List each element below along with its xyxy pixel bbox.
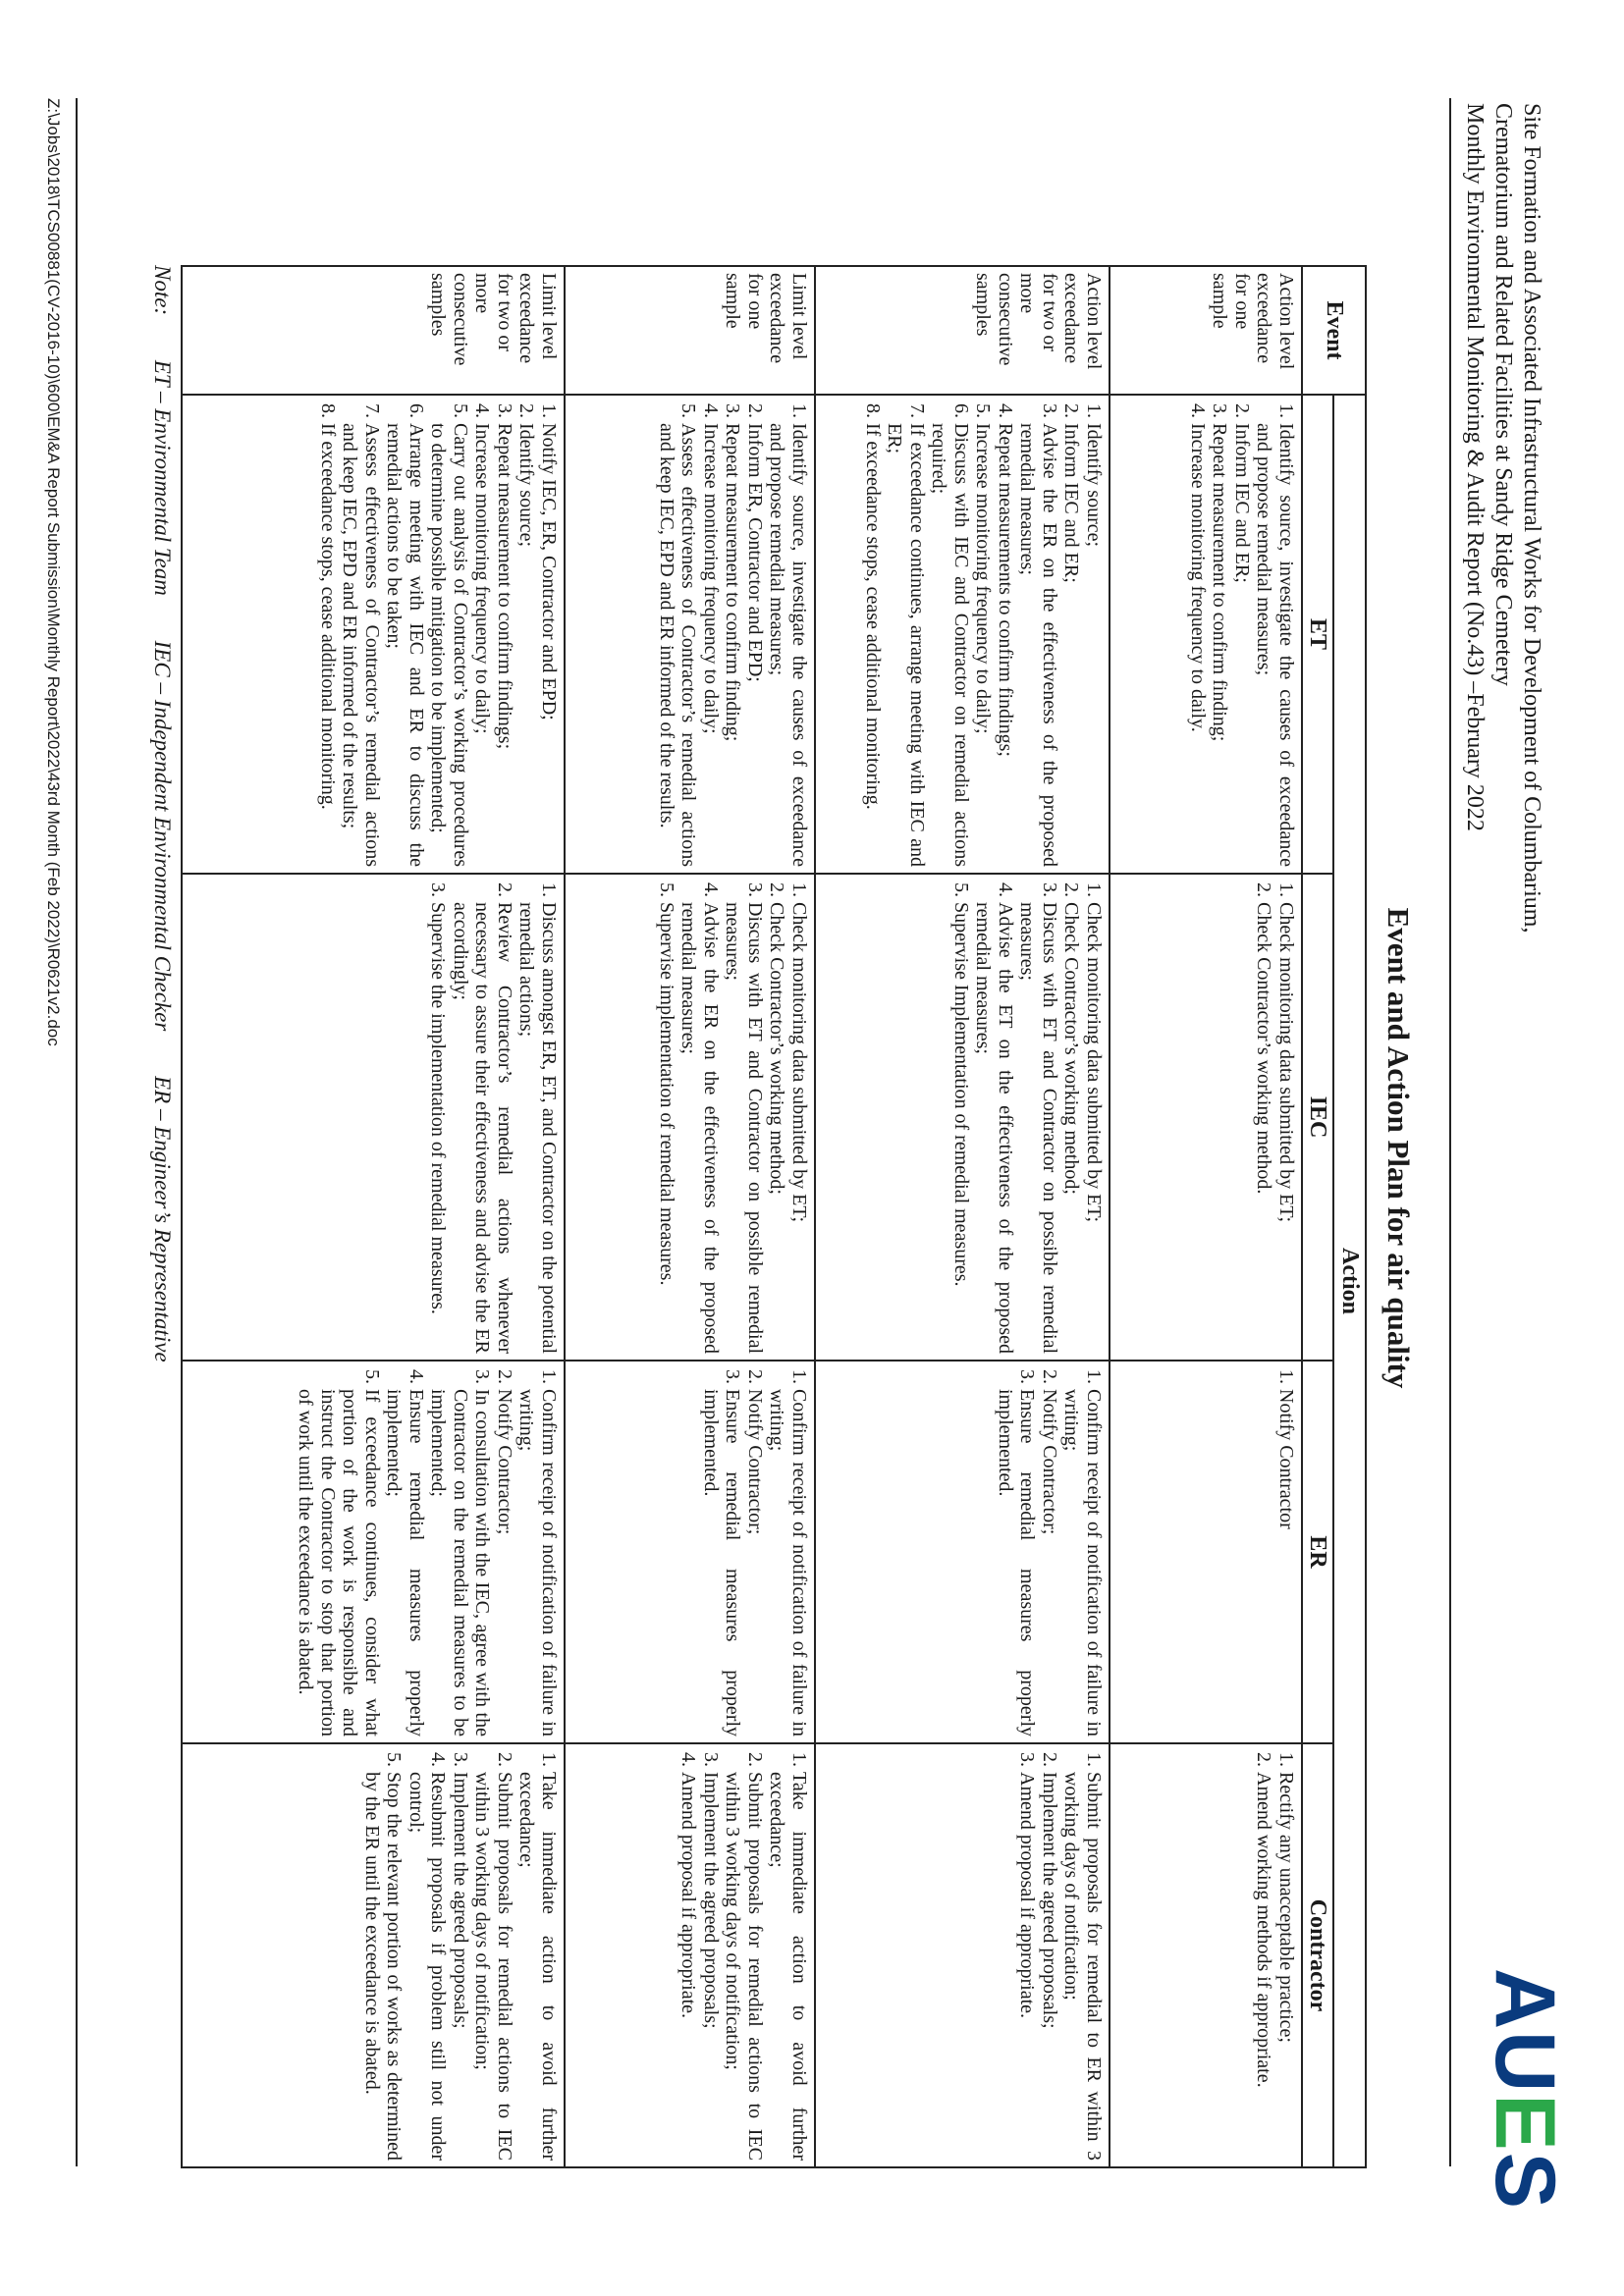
contractor-action-list: [677, 1750, 810, 2161]
logo-part-e: E: [1478, 2094, 1572, 2153]
action-item: 1. Identify source, investigate the causes of exceedance and propose remedial measures;: [766, 423, 810, 867]
action-item: 6. Arrange meeting with IEC and ER to discuss the remedial actions to be taken;: [383, 423, 427, 867]
action-item: 3. Implement the agreed proposals;: [700, 1772, 723, 2161]
header-line-3: Monthly Environmental Monitoring & Audit Report (No.43) –February 2022: [1462, 103, 1488, 831]
action-item: 5. Carry out analysis of Contractor’s working procedures to determine possible mitigation to be implemented;: [427, 423, 471, 867]
iec-cell: [815, 874, 1110, 1361]
header-contractor: Contractor: [1302, 1743, 1334, 2167]
action-item: 4. Advise the ER on the effectiveness of the proposed remedial measures;: [677, 902, 722, 1354]
action-item: 3. Supervise the implementation of remedial measures.: [427, 902, 450, 1354]
action-item: 5. Supervise Implementation of remedial measures.: [950, 902, 973, 1354]
action-item: 2. Inform IEC and ER;: [1060, 423, 1083, 867]
event-cell: Action level exceedance for two or more consecutive samples: [815, 266, 1110, 395]
action-item: 5. Supervise implementation of remedial measures.: [656, 902, 678, 1354]
action-item: 2. Implement the agreed proposals;: [1039, 1772, 1061, 2161]
aues-logo: [1478, 1968, 1572, 2211]
table-row: [182, 266, 565, 2167]
et-cell: [565, 395, 815, 874]
action-item: 1. Notify Contractor: [1275, 1389, 1298, 1736]
note-er: ER – Engineer’s Representative: [150, 1076, 175, 1362]
header-line-2: Crematorium and Related Facilities at Sandy Ridge Cemetery: [1490, 103, 1516, 686]
header-er: ER: [1302, 1361, 1334, 1743]
contractor-cell: [182, 1743, 565, 2167]
event-cell: Limit level exceedance for one sample: [565, 266, 815, 395]
action-item: 3. Implement the agreed proposals;: [450, 1772, 472, 2161]
action-item: 1. Take immediate action to avoid further exceedance;: [766, 1772, 810, 2161]
action-item: 5. Increase monitoring frequency to daily;: [972, 423, 995, 867]
et-action-list: [317, 401, 561, 867]
et-cell: [815, 395, 1110, 874]
page-title: Event and Action Plan for air quality: [1381, 907, 1416, 1389]
action-item: 4. Repeat measurements to confirm findings;: [995, 423, 1017, 867]
event-action-table: [181, 265, 1367, 2168]
action-item: 3. In consultation with the IEC, agree with the Contractor on the remedial measures to be implemented;: [427, 1389, 494, 1736]
iec-cell: [1110, 874, 1302, 1361]
action-item: 2. Notify Contractor;: [1039, 1389, 1061, 1736]
action-item: 5. Assess effectiveness of Contractor’s remedial actions and keep IEC, EPD and ER informed of the results.: [656, 423, 700, 867]
action-item: 5. If exceedance continues, consider what portion of the work is responsible and instruct the Contractor to stop that portion of work until the exceedance is abated.: [295, 1389, 383, 1736]
action-item: 8. If exceedance stops, cease additional monitoring.: [317, 423, 340, 867]
action-item: 1. Identify source, investigate the causes of exceedance and propose remedial measures;: [1253, 423, 1297, 867]
action-item: 4. Amend proposal if appropriate.: [677, 1772, 700, 2161]
action-item: 2. Check Contractor’s working method.: [1253, 902, 1275, 1354]
iec-cell: [565, 874, 815, 1361]
iec-action-list: [427, 881, 560, 1354]
table-row: [1110, 266, 1302, 2167]
action-item: 2. Submit proposals for remedial actions to IEC within 3 working days of notification;: [722, 1772, 766, 2161]
action-item: 3. Amend proposal if appropriate.: [1016, 1772, 1039, 2161]
contractor-cell: [1110, 1743, 1302, 2167]
action-item: 4. Advise the ET on the effectiveness of the proposed remedial measures;: [972, 902, 1016, 1354]
note-et: ET – Environmental Team: [150, 359, 175, 596]
header-action: Action: [1334, 395, 1367, 2167]
action-item: 2. Identify source;: [515, 423, 538, 867]
action-item: 4. Increase monitoring frequency to daily;: [471, 423, 494, 867]
action-item: 1. Rectify any unacceptable practice;: [1275, 1772, 1298, 2161]
er-action-list: [295, 1367, 560, 1736]
header-event: Event: [1302, 266, 1366, 395]
action-item: 2. Notify Contractor;: [494, 1389, 516, 1736]
note-iec: IEC – Independent Environmental Checker: [150, 640, 175, 1032]
action-item: 6. Discuss with IEC and Contractor on remedial actions required;: [928, 423, 972, 867]
action-item: 2. Inform IEC and ER;: [1231, 423, 1254, 867]
et-action-list: [656, 401, 811, 867]
action-item: 2. Review Contractor’s remedial actions whenever necessary to assure their effectiveness and advise the ER accordingly;: [450, 902, 516, 1354]
footer-divider: [76, 98, 78, 2166]
table-row: [565, 266, 815, 2167]
table-row: [815, 266, 1110, 2167]
contractor-action-list: [1253, 1750, 1297, 2161]
action-item: 1. Confirm receipt of notification of failure in writing;: [515, 1389, 560, 1736]
action-item: 1. Discuss amongst ER, ET, and Contractor on the potential remedial actions;: [515, 902, 560, 1354]
et-cell: [1110, 395, 1302, 874]
action-item: 3. Ensure remedial measures properly implemented.: [995, 1389, 1039, 1736]
iec-cell: [182, 874, 565, 1361]
header-et: ET: [1302, 395, 1334, 874]
action-item: 1. Confirm receipt of notification of failure in writing;: [1060, 1389, 1105, 1736]
header-divider: [1449, 98, 1451, 2166]
action-item: 4. Increase monitoring frequency to daily;: [700, 423, 723, 867]
er-action-list: [1275, 1367, 1298, 1736]
contractor-action-list: [1016, 1750, 1105, 2161]
action-item: 2. Check Contractor’s working method;: [1060, 902, 1083, 1354]
et-action-list: [1187, 401, 1298, 867]
iec-action-list: [950, 881, 1106, 1354]
action-item: 2. Submit proposals for remedial actions to IEC within 3 working days of notification;: [471, 1772, 515, 2161]
action-item: 3. Discuss with ET and Contractor on possible remedial measures;: [722, 902, 766, 1354]
logo-part-s: S: [1478, 2152, 1572, 2211]
action-item: 3. Repeat measurement to confirm finding;: [1209, 423, 1231, 867]
action-item: 2. Amend working methods if appropriate.: [1253, 1772, 1275, 2161]
action-item: 3. Ensure remedial measures properly implemented.: [700, 1389, 744, 1736]
file-path-footer: Z:\Jobs\2018\TCS00881(CV-2016-10)\600\EM&A Report Submission\Monthly Report\2022\43rd Month (Feb 2022)\R0621v2.doc: [44, 98, 63, 1046]
note-label: Note:: [150, 265, 175, 316]
action-item: 1. Submit proposals for remedial to ER within 3 working days of notification;: [1060, 1772, 1105, 2161]
document-header: [1460, 103, 1545, 1575]
table-note: [149, 265, 175, 1402]
header-line-1: Site Formation and Associated Infrastructural Works for Development of Columbarium,: [1519, 103, 1544, 934]
header-iec: IEC: [1302, 874, 1334, 1361]
action-item: 1. Identify source;: [1083, 423, 1106, 867]
action-item: 2. Check Contractor’s working method;: [766, 902, 788, 1354]
event-cell: Action level exceedance for one sample: [1110, 266, 1302, 395]
action-item: 4. Increase monitoring frequency to daily.: [1187, 423, 1210, 867]
contractor-cell: [565, 1743, 815, 2167]
action-item: 3. Repeat measurement to confirm findings;: [494, 423, 516, 867]
contractor-action-list: [361, 1750, 561, 2161]
event-cell: Limit level exceedance for two or more consecutive samples: [182, 266, 565, 395]
er-action-list: [995, 1367, 1106, 1736]
er-cell: [815, 1361, 1110, 1743]
action-item: 3. Discuss with ET and Contractor on possible remedial measures;: [1016, 902, 1060, 1354]
er-cell: [565, 1361, 815, 1743]
action-item: 4. Ensure remedial measures properly implemented;: [383, 1389, 427, 1736]
action-item: 1. Notify IEC, ER, Contractor and EPD;: [538, 423, 561, 867]
er-cell: [1110, 1361, 1302, 1743]
action-item: 5. Stop the relevant portion of works as determined by the ER until the exceedance is abated.: [361, 1772, 406, 2161]
action-item: 4. Resubmit proposals if problem still not under control;: [406, 1772, 450, 2161]
action-item: 7. If exceedance continues, arrange meeting with IEC and ER;: [884, 423, 928, 867]
er-action-list: [700, 1367, 811, 1736]
action-item: 1. Check monitoring data submitted by ET;: [1083, 902, 1106, 1354]
action-item: 3. Advise the ER on the effectiveness of the proposed remedial measures;: [1016, 423, 1060, 867]
et-cell: [182, 395, 565, 874]
action-item: 1. Confirm receipt of notification of failure in writing;: [766, 1389, 810, 1736]
iec-action-list: [1253, 881, 1297, 1354]
logo-part-au: AU: [1478, 1968, 1572, 2095]
action-item: 3. Repeat measurement to confirm finding;: [722, 423, 744, 867]
action-item: 8. If exceedance stops, cease additional monitoring.: [862, 423, 885, 867]
action-item: 1. Take immediate action to avoid further exceedance;: [515, 1772, 560, 2161]
action-item: 1. Check monitoring data submitted by ET;: [788, 902, 811, 1354]
et-action-list: [862, 401, 1106, 867]
action-item: 2. Inform ER, Contractor and EPD;: [744, 423, 767, 867]
action-item: 7. Assess effectiveness of Contractor’s remedial actions and keep IEC, EPD and ER informed of the results;: [339, 423, 383, 867]
action-item: 2. Notify Contractor;: [744, 1389, 767, 1736]
iec-action-list: [656, 881, 811, 1354]
contractor-cell: [815, 1743, 1110, 2167]
action-item: 1. Check monitoring data submitted by ET;: [1275, 902, 1298, 1354]
er-cell: [182, 1361, 565, 1743]
